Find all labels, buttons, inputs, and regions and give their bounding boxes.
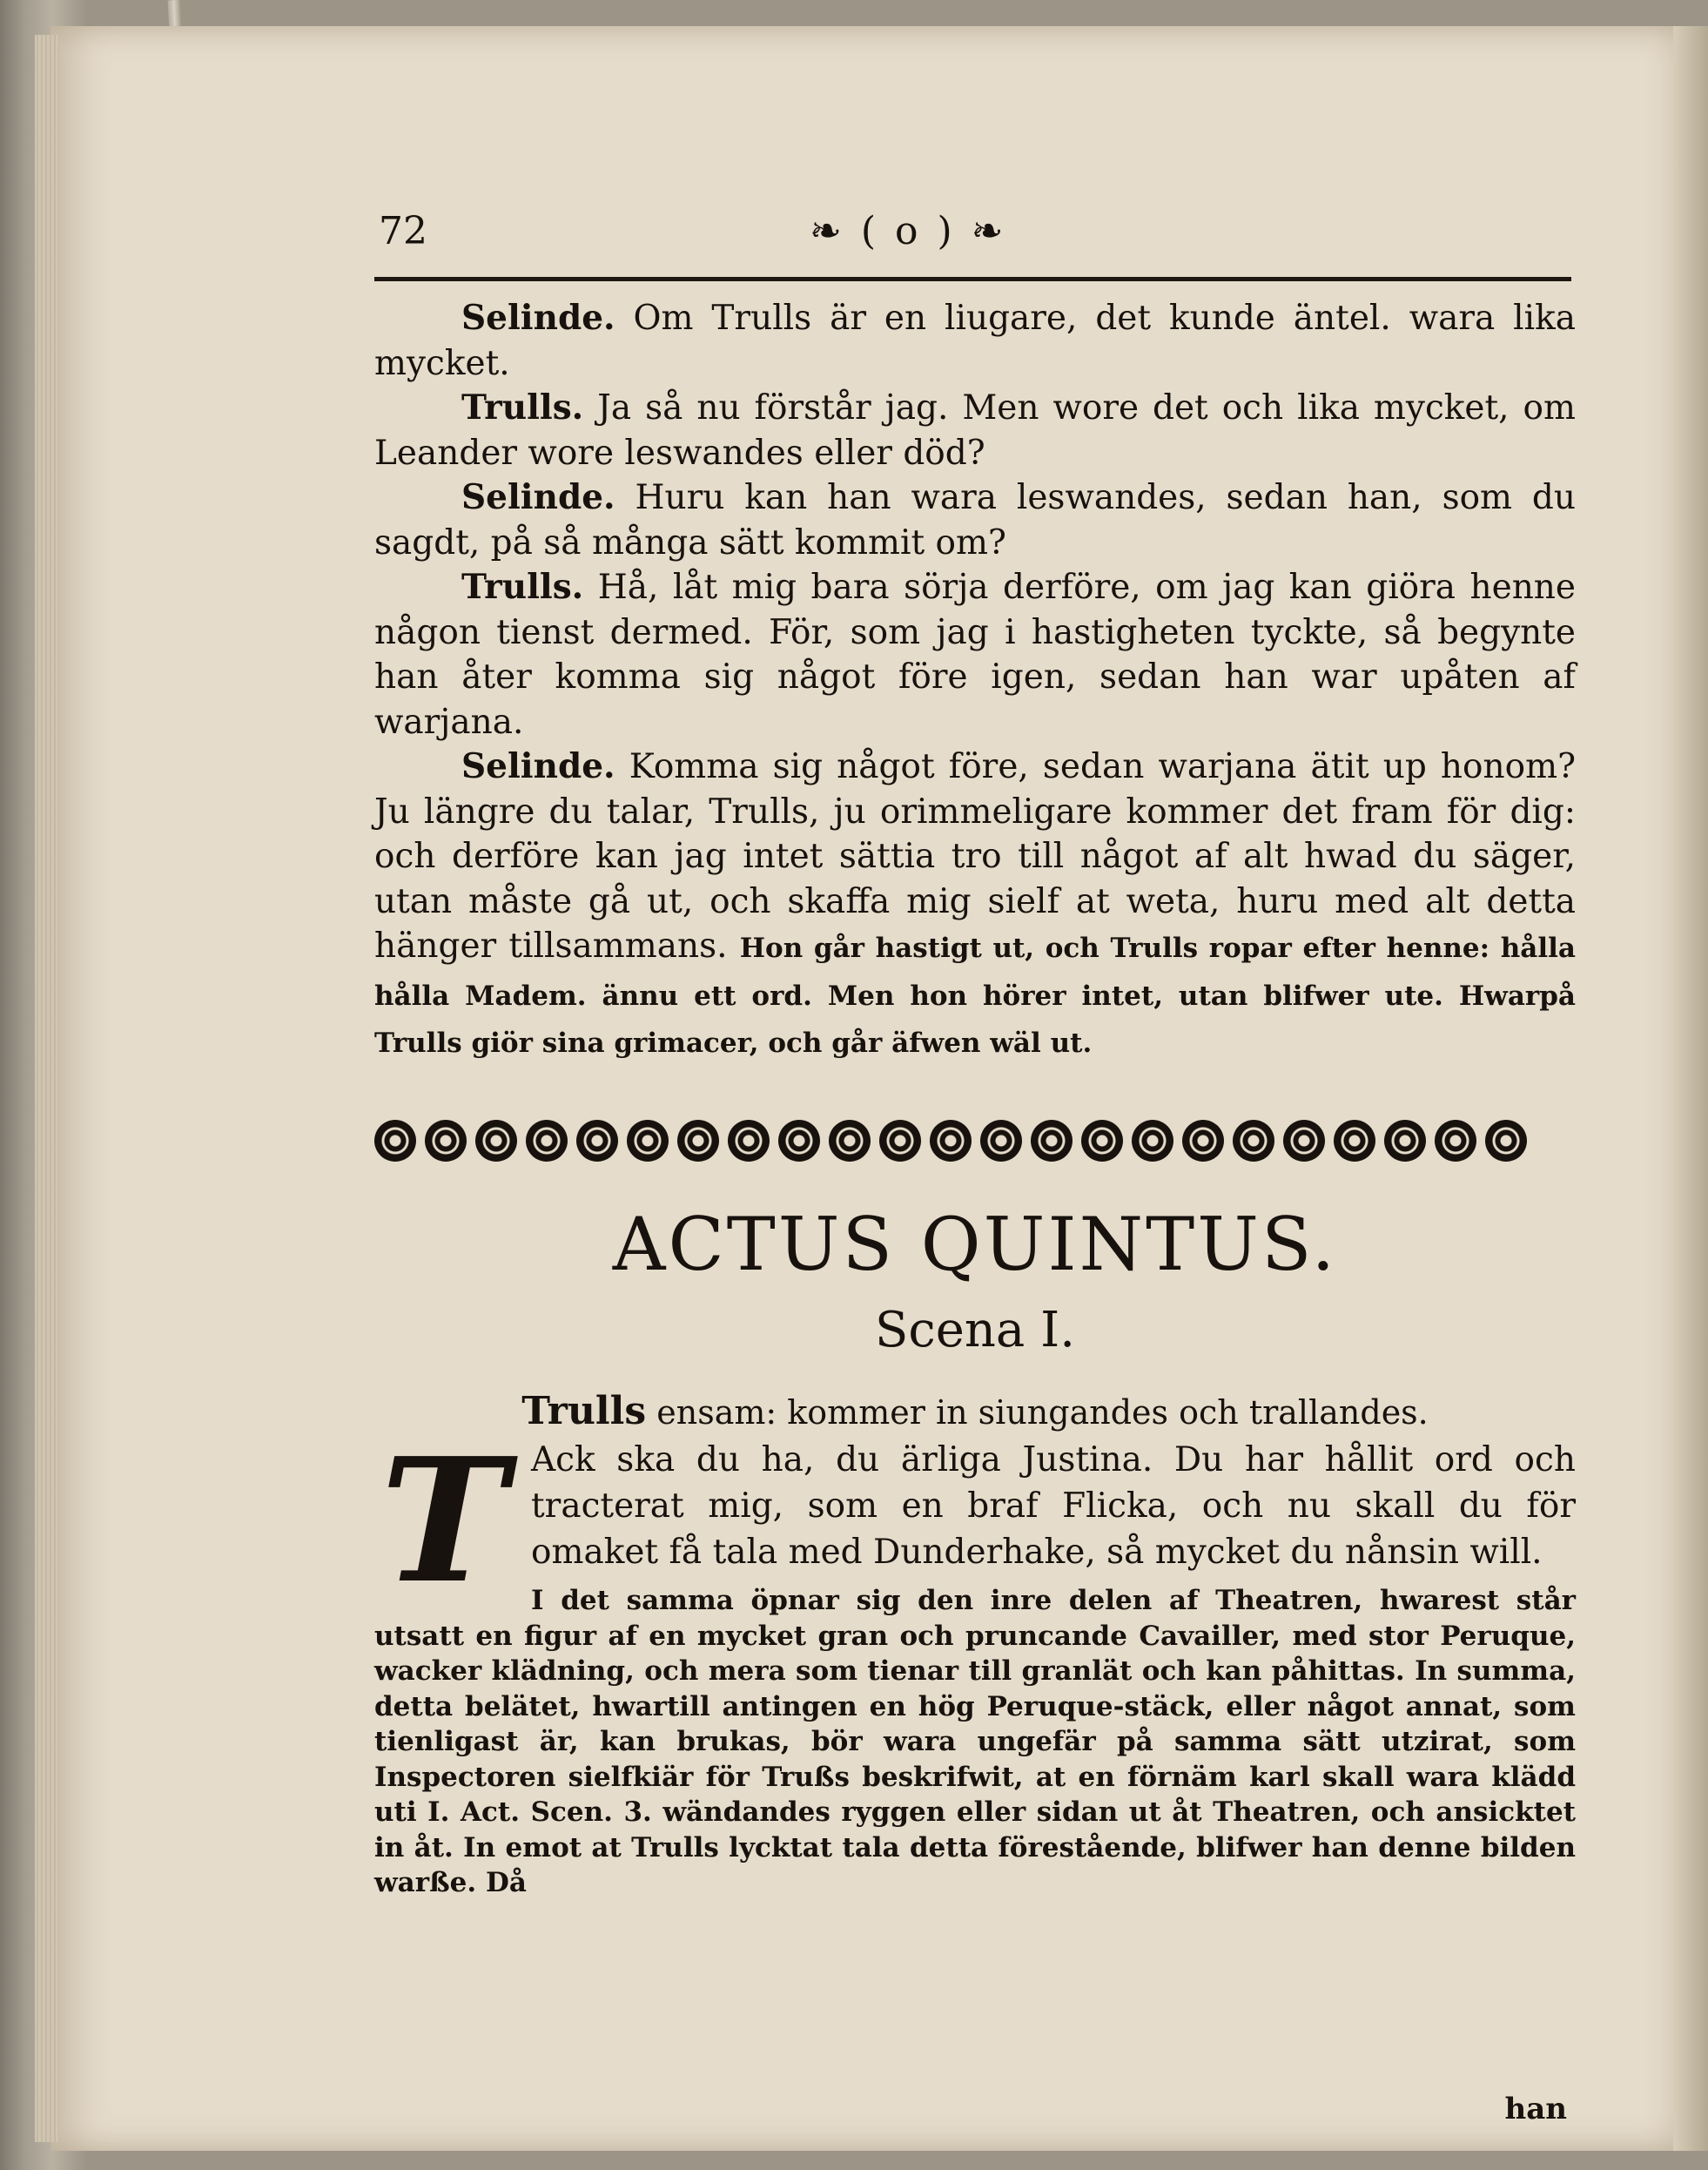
dialogue-text: Om Trulls är en liugare, det kunde äntel. wara lika mycket. [374,299,1576,383]
act-title: ACTUS QUINTUS. [612,1202,1338,1287]
flower-icon [930,1120,972,1162]
scene-title: Scena I. [874,1302,1076,1358]
flower-ornament-row [374,1120,1576,1172]
dialogue-text: Huru kan han wara leswandes, sedan han, som du sagdt, på så många sätt kommit om? [374,478,1576,563]
flower-icon [1182,1120,1224,1162]
next-page-edge [1673,26,1708,2151]
flower-icon [1334,1120,1375,1162]
flower-icon [425,1120,467,1162]
stage-direction-text: I det samma öpnar sig den inre delen af Theatren, hwarest står utsatt en figur af en mycket gran och pruncande Cavailler, med stor Peruque, wacker klädning, och mera som tienar till granlät och kan påhittas. In summa, detta belätet, hwartill antingen en hög Peruque-stäck, eller något annat, som tienligast är, kan brukas, bör wara ungefär på samma sätt utzirat, som Inspectoren sielfkiär för Trußs beskrifwit, at en förnäm karl skall wara klädd uti I. Act. Scen. 3. wändandes ryggen eller sidan ut åt Theatren, och ansicktet in åt. In emot at Trulls lycktat tala detta förestående, blifwer han denne bilden warße. Då [374,1585,1576,1898]
flower-icon [1283,1120,1325,1162]
monologue [531,1437,1576,1575]
dialogue-line [374,565,1576,745]
speaker-name: Trulls. [461,567,584,607]
flower-icon [475,1120,517,1162]
dialogue-text: Hå, låt mig bara sörja derföre, om jag kan giöra henne någon tienst dermed. För, som jag i hastigheten tyckte, så begynte han åter komma sig något före igen, sedan han war upåten af warjana. [374,568,1577,742]
flower-icon [980,1120,1022,1162]
flower-icon [1132,1120,1173,1162]
page-edges [35,35,59,2142]
dialogue-text: Ja så nu förstår jag. Men wore det och lika mycket, om Leander wore leswandes eller död? [374,388,1576,473]
monologue-text: Ack ska du ha, du ärliga Justina. Du har hållit ord och tracterat mig, som en braf Flicka, och nu skall du för omaket få tala med Dunderhake, så mycket du nånsin will. [531,1440,1576,1572]
flower-icon [1031,1120,1073,1162]
dialogue-line [374,386,1576,475]
flower-icon [526,1120,568,1162]
flower-icon [576,1120,618,1162]
flower-icon [829,1120,871,1162]
flower-icon [728,1120,770,1162]
speaker-name: Selinde. [461,298,615,338]
dialogue-text: Komma sig något före, sedan warjana ätit up honom? Ju längre du talar, Trulls, ju orimmeligare kommer det fram för dig: och derföre kan jag intet sättia tro till något af alt hwad du säger, utan måste gå ut, och skaffa mig sielf at weta, huru med alt detta hänger tillsammans. [374,747,1576,966]
dialogue-block [374,296,1576,1067]
flower-icon [879,1120,921,1162]
flower-icon [627,1120,669,1162]
flower-icon [1233,1120,1274,1162]
page-content [374,209,1577,2126]
header-rule [374,277,1571,281]
stage-direction [374,1583,1576,1901]
flower-icon [374,1120,416,1162]
scene-speaker: Trulls [521,1389,647,1433]
drop-cap: T [380,1421,508,1621]
flower-icon [677,1120,719,1162]
dialogue-line [374,296,1576,386]
scene-desc-text: ensam: kommer in siungandes och trallandes. [656,1393,1429,1432]
page-number: 72 [379,209,427,253]
header-ornament: ❧ ( o ) ❧ [810,209,1007,253]
speaker-name: Selinde. [461,477,615,517]
flower-icon [1081,1120,1123,1162]
stage-direction-inline: Hon går hastigt ut, och Trulls ropar efter henne: hålla hålla Madem. ännu ett ord. Men hon hörer intet, utan blifwer ute. Hwarpå Trulls giör sina grimacer, och går äfwen wäl ut. [374,933,1576,1059]
dialogue-line [374,475,1576,565]
dialogue-line [374,745,1576,1067]
flower-icon [778,1120,820,1162]
scene-description [374,1389,1576,1433]
speaker-name: Trulls. [461,388,584,428]
flower-icon [1435,1120,1476,1162]
page-header [374,209,1576,270]
flower-icon [1384,1120,1426,1162]
catchword: han [1504,2092,1567,2126]
flower-icon [1485,1120,1527,1162]
speaker-name: Selinde. [461,746,615,786]
